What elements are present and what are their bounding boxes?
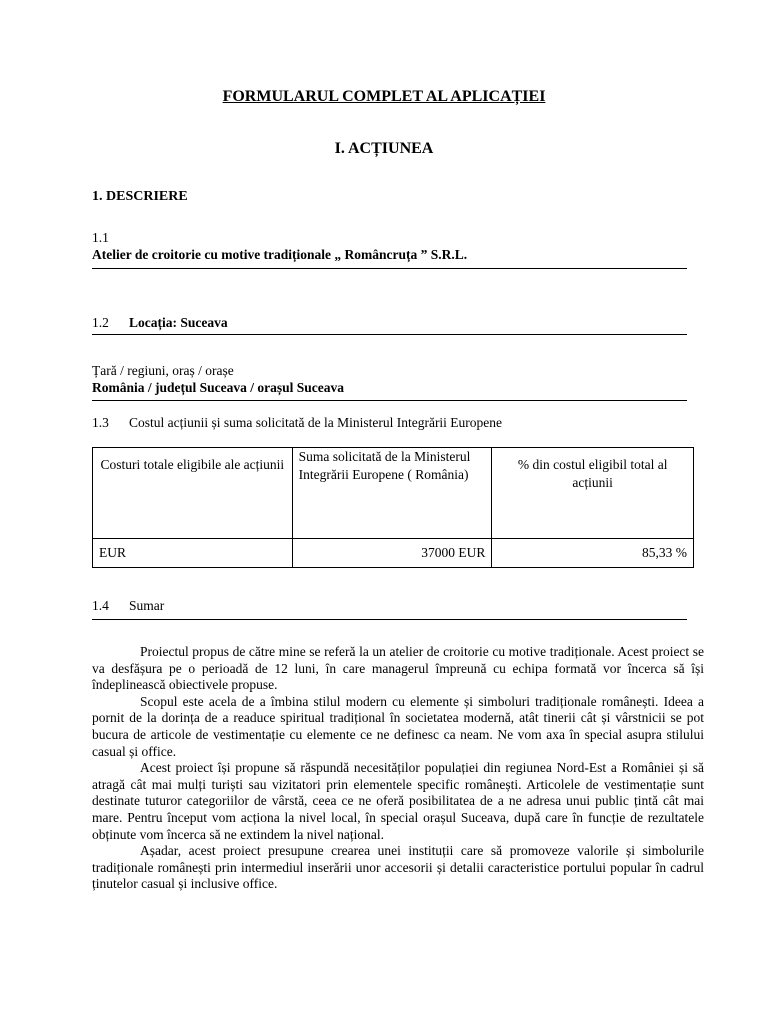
cost-table-cell: 85,33 % (492, 539, 694, 568)
item-1-1-text: Atelier de croitorie cu motive tradiționale „ Româncruța ” S.R.L. (92, 247, 468, 262)
cost-table-cell: 37000 EUR (292, 539, 492, 568)
item-1-2-text: Locația: Suceava (129, 315, 228, 330)
cost-table-cell: EUR (93, 539, 293, 568)
item-1-1-number: 1.1 (92, 230, 109, 245)
divider-2 (92, 334, 687, 335)
summary-body (92, 644, 704, 893)
cost-table-header-cell: Costuri totale eligibile ale acțiunii (93, 448, 293, 539)
item-1-4-text: Sumar (129, 598, 165, 613)
section-heading: I. ACȚIUNEA (334, 140, 434, 157)
item-1-3-text: Costul acțiunii și suma solicitată de la Ministerul Integrării Europene (129, 415, 503, 430)
item-1-2-number: 1.2 (92, 315, 109, 330)
divider-1 (92, 268, 687, 269)
item-1-4-number: 1.4 (92, 598, 109, 613)
location-value: România / județul Suceava / orașul Suceava (92, 380, 345, 395)
cost-table-row (93, 539, 694, 568)
subsection-heading: 1. DESCRIERE (92, 189, 188, 204)
page-title: FORMULARUL COMPLET AL APLICAȚIEI (222, 88, 546, 105)
summary-paragraph: Acest proiect își propune să răspundă necesităților populației din regiunea Nord-Est a României și să atragă cât mai mulți turiști sau vizitatori prin elementele specific românești. Articolele de vestimentație sunt destinate tuturor categoriilor de vârstă, ceea ce ne oferă posibilitatea de a ne adresa unui public țintă cât mai mare. Pentru început vom acționa la nivel local, în special orașul Suceava, după care în funcție de rezultatele obținute vom încerca să ne extindem la nivel național. (92, 760, 704, 842)
divider-4 (92, 619, 687, 620)
cost-table-header-cell: % din costul eligibil total al acțiunii (492, 448, 694, 539)
summary-paragraph: Proiectul propus de către mine se referă la un atelier de croitorie cu motive tradiționale. Acest proiect se va desfășura pe o perioadă de 12 luni, în care managerul împreună cu echipa formată vor încerca să își îndeplinească obiectivele propuse. (92, 644, 704, 693)
divider-3 (92, 400, 687, 401)
location-label: Țară / regiuni, oraș / orașe (92, 363, 234, 378)
cost-table (92, 447, 694, 568)
cost-table-header-row (93, 448, 694, 539)
summary-paragraph: Scopul este acela de a îmbina stilul modern cu elemente și simboluri tradiționale românești. Ideea a pornit de la dorința de a readuce spiritual tradițional în societatea modernă, atât tinerii cât și vârstnicii se pot bucura de articole de vestimentație cu elemente ce ne definesc ca neam. Ne vom axa în special asupra stilului casual și office. (92, 693, 704, 759)
summary-paragraph: Așadar, acest proiect presupune crearea unei instituții care să promoveze valorile și simbolurile tradiționale românești prin intermediul inserării unor accesorii și detalii caracteristice portului popular în cadrul ținutelor casual și inclusive office. (92, 843, 704, 892)
cost-table-header-cell: Suma solicitată de la Ministerul Integrării Europene ( România) (292, 448, 492, 539)
item-1-3-number: 1.3 (92, 415, 109, 430)
